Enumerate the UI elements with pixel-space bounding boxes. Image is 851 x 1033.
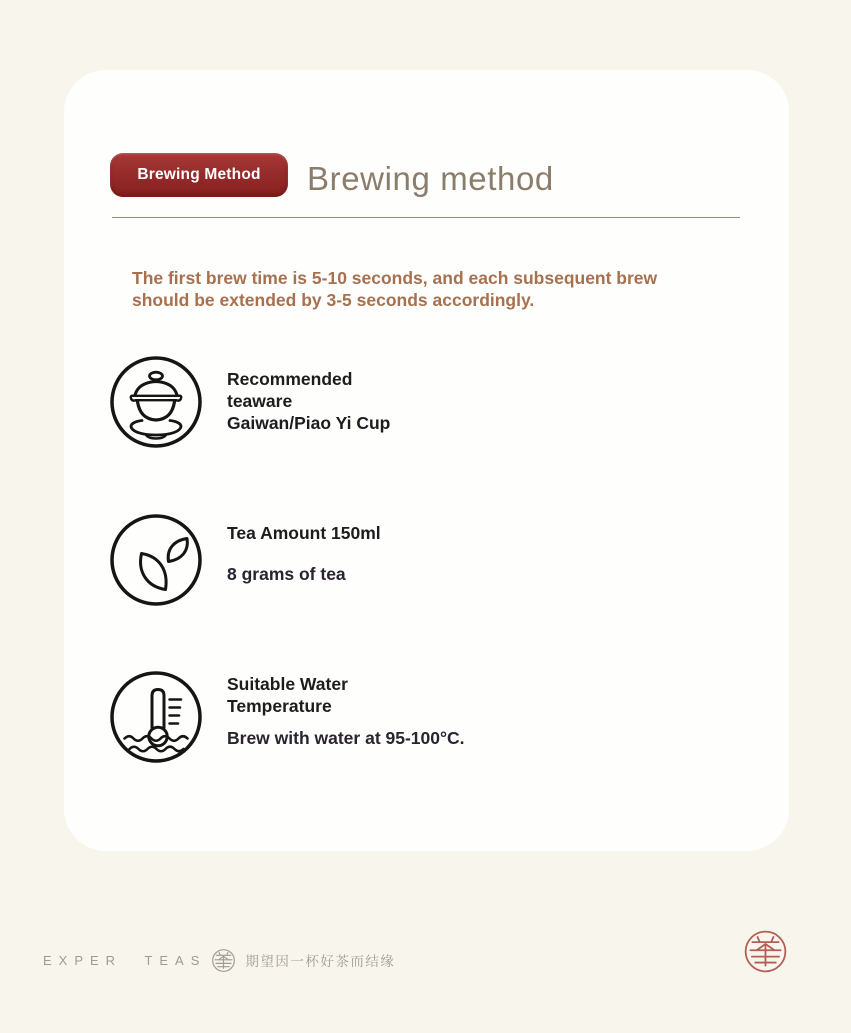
brand-name: EXPER TEAS bbox=[43, 952, 207, 968]
feature-title-line: teaware bbox=[227, 391, 293, 411]
tea-seal-icon bbox=[743, 929, 788, 974]
page-title: Brewing method bbox=[307, 160, 554, 197]
feature-recommended-teaware-text bbox=[227, 368, 390, 450]
footer bbox=[43, 944, 395, 976]
feature-water-temperature-text bbox=[227, 673, 465, 765]
gaiwan-icon bbox=[108, 354, 204, 450]
brewing-method-badge-label: Brewing Method bbox=[137, 166, 261, 183]
brand-tagline: 期望因一杯好茶而结缘 bbox=[245, 954, 396, 969]
feature-detail: Brew with water at 95-100°C. bbox=[227, 728, 465, 748]
brewing-method-badge bbox=[110, 153, 288, 197]
brewing-method-card bbox=[64, 70, 789, 851]
feature-tea-amount-text bbox=[227, 522, 381, 608]
feature-title-line: Recommended bbox=[227, 369, 353, 389]
tea-leaves-icon bbox=[108, 512, 204, 608]
feature-recommended-teaware bbox=[108, 354, 390, 450]
feature-title-line: Tea Amount 150ml bbox=[227, 523, 381, 543]
feature-tea-amount bbox=[108, 512, 381, 608]
brew-time-note: The first brew time is 5-10 seconds, and each subsequent brew should be extended by 3-5 seconds accordingly. bbox=[132, 267, 658, 310]
divider bbox=[112, 217, 740, 218]
feature-water-temperature bbox=[108, 669, 465, 765]
feature-title-line: Temperature bbox=[227, 696, 332, 716]
feature-detail: 8 grams of tea bbox=[227, 564, 346, 584]
thermometer-icon bbox=[108, 669, 204, 765]
feature-title-line: Suitable Water bbox=[227, 674, 348, 694]
feature-title-line: Gaiwan/Piao Yi Cup bbox=[227, 413, 391, 433]
tea-brand-icon bbox=[211, 948, 236, 973]
